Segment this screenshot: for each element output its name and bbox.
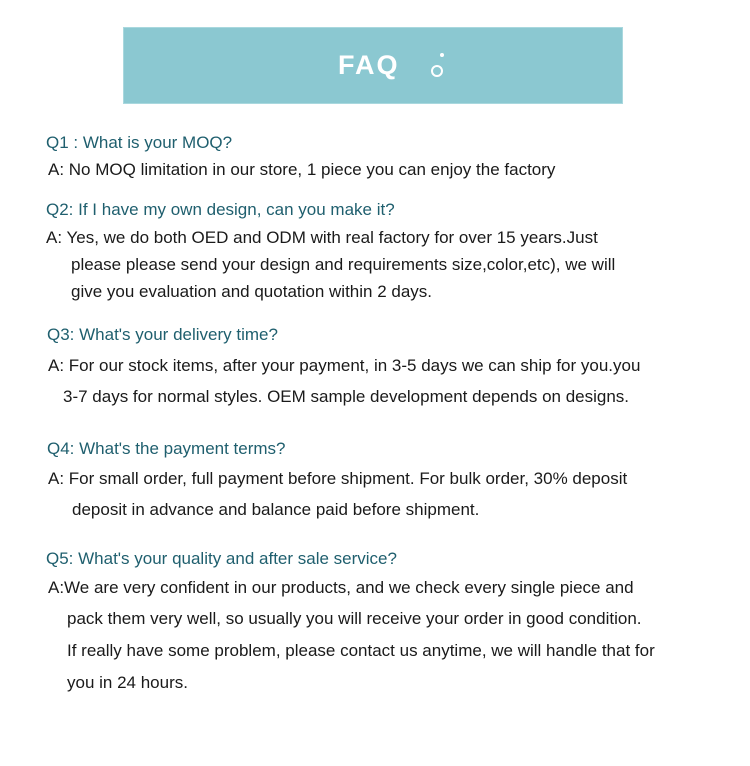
- faq-answer-2-line-1: A: Yes, we do both OED and ODM with real factory for over 15 years.Just: [46, 228, 598, 247]
- faq-answer-5-line-2: pack them very well, so usually you will receive your order in good condition.: [67, 609, 642, 628]
- faq-answer-3-line-1: A: For our stock items, after your payment, in 3-5 days we can ship for you.you: [48, 356, 641, 375]
- faq-question-2: Q2: If I have my own design, can you make it?: [46, 200, 395, 219]
- faq-answer-4-line-2: deposit in advance and balance paid before shipment.: [72, 500, 480, 519]
- faq-answer-2-line-2: please please send your design and requirements size,color,etc), we will: [71, 255, 616, 274]
- faq-answer-3-line-2: 3-7 days for normal styles. OEM sample development depends on designs.: [63, 387, 630, 406]
- faq-answer-5-line-4: you in 24 hours.: [67, 673, 188, 692]
- faq-question-1: Q1 : What is your MOQ?: [46, 133, 233, 152]
- faq-question-3: Q3: What's your delivery time?: [47, 325, 278, 344]
- page-title: FAQ: [338, 50, 400, 80]
- faq-question-4: Q4: What's the payment terms?: [47, 439, 286, 458]
- faq-answer-5-line-1: A:We are very confident in our products, and we check every single piece and: [48, 578, 634, 597]
- faq-answer-2-line-3: give you evaluation and quotation within 2 days.: [71, 282, 433, 301]
- faq-banner: [123, 27, 623, 104]
- faq-answer-5-line-3: If really have some problem, please contact us anytime, we will handle that for: [67, 641, 655, 660]
- faq-answer-4-line-1: A: For small order, full payment before shipment. For bulk order, 30% deposit: [48, 469, 628, 488]
- bubble-icon: [429, 50, 449, 80]
- faq-answer-1-line-1: A: No MOQ limitation in our store, 1 piece you can enjoy the factory: [48, 160, 556, 179]
- faq-question-5: Q5: What's your quality and after sale service?: [46, 549, 397, 568]
